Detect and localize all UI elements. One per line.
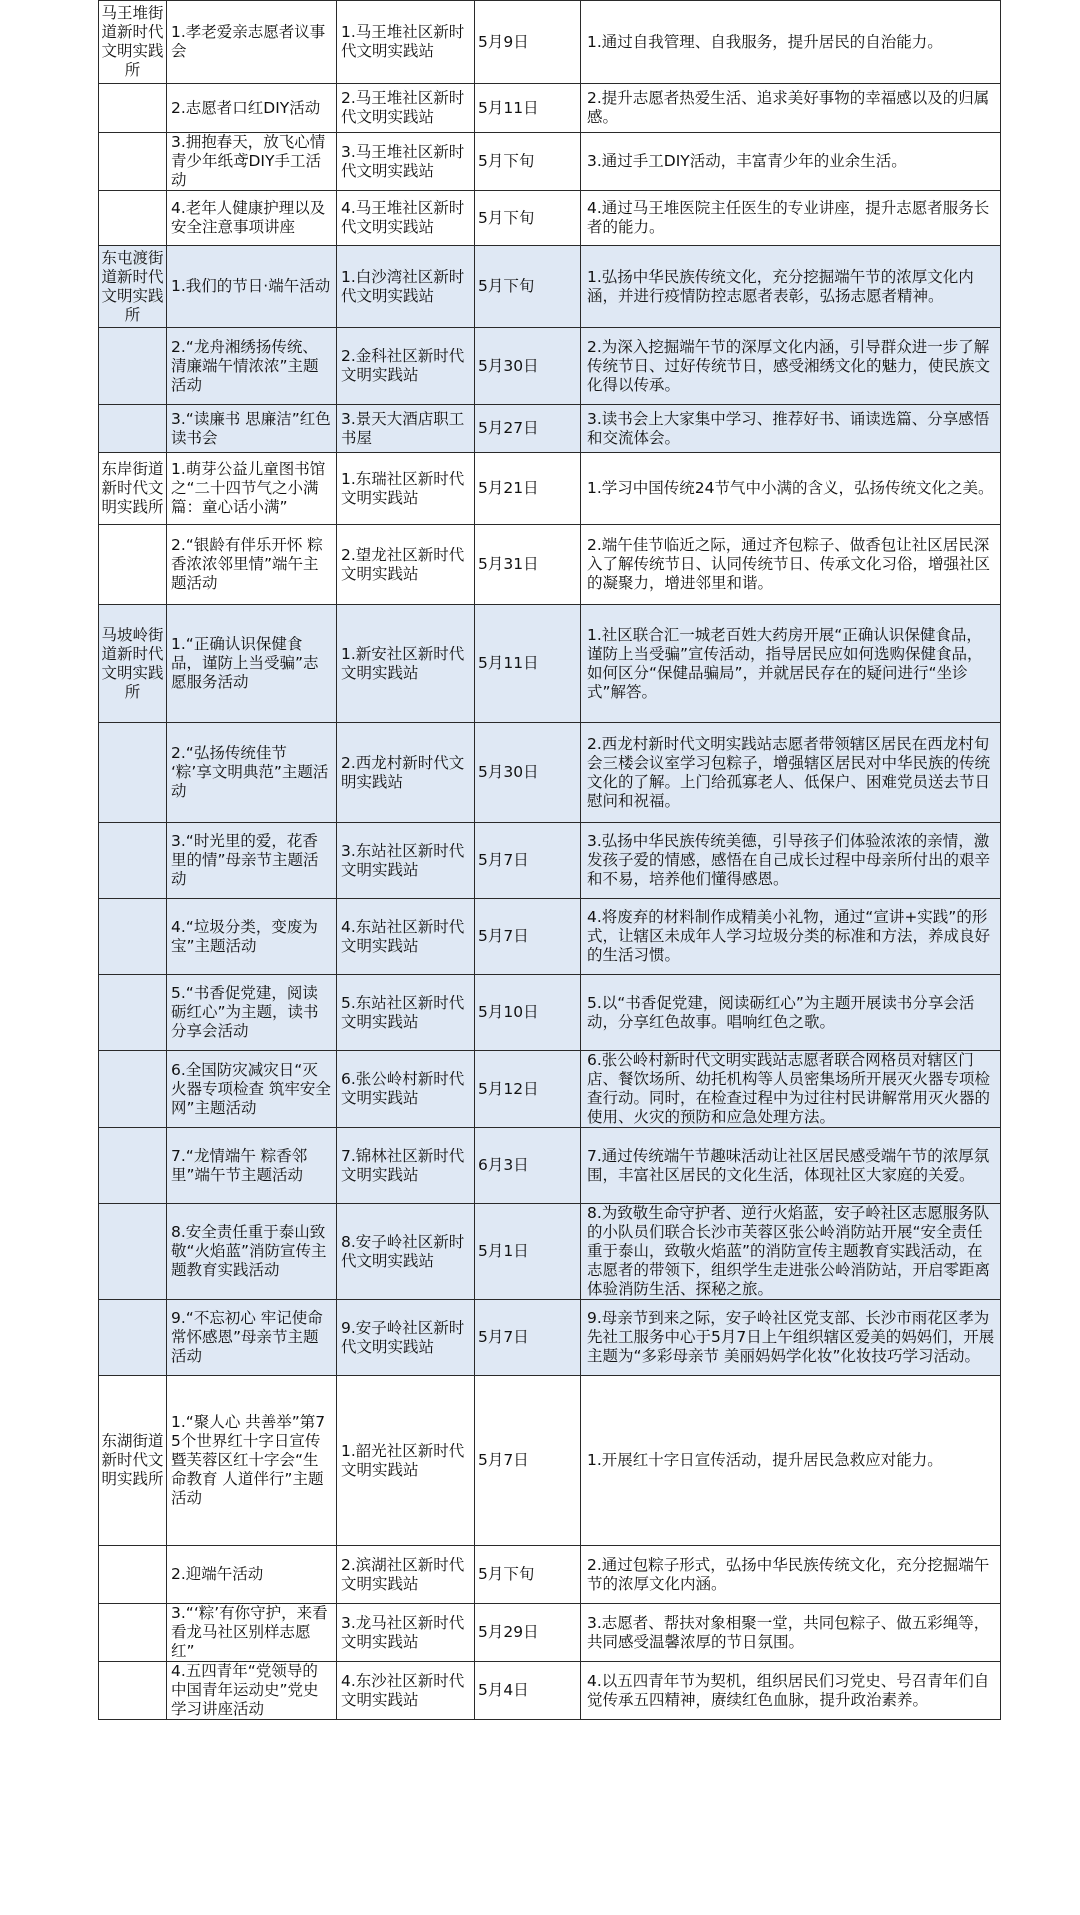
activity-cell: 1.我们的节日·端午活动 bbox=[167, 246, 337, 328]
table-row bbox=[99, 191, 1001, 246]
activity-cell: 3.“读廉书 思廉洁”红色读书会 bbox=[167, 405, 337, 453]
office-cell-empty bbox=[99, 133, 167, 191]
activity-cell: 2.“银龄有伴乐开怀 粽香浓浓邻里情”端午主题活动 bbox=[167, 525, 337, 605]
office-cell-empty bbox=[99, 1546, 167, 1604]
venue-cell: 1.韶光社区新时代文明实践站 bbox=[337, 1376, 475, 1546]
table-row bbox=[99, 1546, 1001, 1604]
goal-cell: 5.以“书香促党建，阅读砺红心”为主题开展读书分享会活动，分享红色故事。唱响红色之歌。 bbox=[581, 975, 1001, 1051]
venue-cell: 2.望龙社区新时代文明实践站 bbox=[337, 525, 475, 605]
venue-cell: 5.东站社区新时代文明实践站 bbox=[337, 975, 475, 1051]
date-cell: 5月30日 bbox=[475, 328, 581, 405]
venue-cell: 3.龙马社区新时代文明实践站 bbox=[337, 1604, 475, 1662]
office-cell-empty bbox=[99, 899, 167, 975]
venue-cell: 4.东站社区新时代文明实践站 bbox=[337, 899, 475, 975]
office-cell-empty bbox=[99, 723, 167, 823]
table-row bbox=[99, 1051, 1001, 1128]
date-cell: 5月12日 bbox=[475, 1051, 581, 1128]
date-cell: 5月7日 bbox=[475, 1300, 581, 1376]
goal-cell: 3.通过手工DIY活动，丰富青少年的业余生活。 bbox=[581, 133, 1001, 191]
activity-cell: 1.“聚人心 共善举”第75个世界红十字日宣传暨芙蓉区红十字会“生命教育 人道伴行”主题活动 bbox=[167, 1376, 337, 1546]
table-row bbox=[99, 1300, 1001, 1376]
venue-cell: 3.景天大酒店职工书屋 bbox=[337, 405, 475, 453]
table-row bbox=[99, 899, 1001, 975]
table-row bbox=[99, 823, 1001, 899]
venue-cell: 2.马王堆社区新时代文明实践站 bbox=[337, 84, 475, 133]
date-cell: 5月7日 bbox=[475, 823, 581, 899]
activity-cell: 1.萌芽公益儿童图书馆之“二十四节气之小满篇：童心话小满” bbox=[167, 453, 337, 525]
activity-cell: 5.“书香促党建，阅读砺红心”为主题，读书分享会活动 bbox=[167, 975, 337, 1051]
table-row bbox=[99, 84, 1001, 133]
goal-cell: 2.西龙村新时代文明实践站志愿者带领辖区居民在西龙村旬会三楼会议室学习包粽子，增强辖区居民对中华民族的传统文化的了解。上门给孤寡老人、低保户、困难党员送去节日慰问和祝福。 bbox=[581, 723, 1001, 823]
table-row bbox=[99, 975, 1001, 1051]
table-row bbox=[99, 605, 1001, 723]
date-cell: 5月9日 bbox=[475, 1, 581, 84]
date-cell: 5月7日 bbox=[475, 899, 581, 975]
date-cell: 5月7日 bbox=[475, 1376, 581, 1546]
office-cell-empty bbox=[99, 405, 167, 453]
goal-cell: 3.志愿者、帮扶对象相聚一堂，共同包粽子、做五彩绳等，共同感受温馨浓厚的节日氛围。 bbox=[581, 1604, 1001, 1662]
venue-cell: 2.金科社区新时代文明实践站 bbox=[337, 328, 475, 405]
table-body bbox=[99, 1, 1001, 1720]
office-cell-mawangdui: 马王堆街道新时代文明实践所 bbox=[99, 1, 167, 84]
office-cell-empty bbox=[99, 525, 167, 605]
date-cell: 5月11日 bbox=[475, 84, 581, 133]
goal-cell: 1.社区联合汇一城老百姓大药房开展“正确认识保健食品，谨防上当受骗”宣传活动，指导居民应如何选购保健食品，如何区分“保健品骗局”，并就居民存在的疑问进行“坐诊式”解答。 bbox=[581, 605, 1001, 723]
date-cell: 5月1日 bbox=[475, 1204, 581, 1300]
activity-cell: 6.全国防灾减灾日“灭火器专项检查 筑牢安全网”主题活动 bbox=[167, 1051, 337, 1128]
date-cell: 5月11日 bbox=[475, 605, 581, 723]
table-row bbox=[99, 1, 1001, 84]
activity-cell: 2.志愿者口红DIY活动 bbox=[167, 84, 337, 133]
office-cell-mapoling: 马坡岭街道新时代文明实践所 bbox=[99, 605, 167, 723]
table-row bbox=[99, 133, 1001, 191]
date-cell: 5月下旬 bbox=[475, 133, 581, 191]
goal-cell: 4.以五四青年节为契机，组织居民们习党史、号召青年们自觉传承五四精神，赓续红色血脉，提升政治素养。 bbox=[581, 1662, 1001, 1720]
office-cell-empty bbox=[99, 1662, 167, 1720]
office-cell-empty bbox=[99, 1051, 167, 1128]
goal-cell: 7.通过传统端午节趣味活动让社区居民感受端午节的浓厚氛围，丰富社区居民的文化生活，体现社区大家庭的关爱。 bbox=[581, 1128, 1001, 1204]
table-row bbox=[99, 1204, 1001, 1300]
table-row bbox=[99, 723, 1001, 823]
date-cell: 5月4日 bbox=[475, 1662, 581, 1720]
date-cell: 5月下旬 bbox=[475, 191, 581, 246]
activity-cell: 4.五四青年“党领导的中国青年运动史”党史学习讲座活动 bbox=[167, 1662, 337, 1720]
date-cell: 6月3日 bbox=[475, 1128, 581, 1204]
table-row bbox=[99, 328, 1001, 405]
date-cell: 5月31日 bbox=[475, 525, 581, 605]
venue-cell: 1.东瑞社区新时代文明实践站 bbox=[337, 453, 475, 525]
goal-cell: 2.端午佳节临近之际，通过齐包粽子、做香包让社区居民深入了解传统节日、认同传统节日、传承文化习俗，增强社区的凝聚力，增进邻里和谐。 bbox=[581, 525, 1001, 605]
activity-cell: 7.“龙情端午 粽香邻里”端午节主题活动 bbox=[167, 1128, 337, 1204]
goal-cell: 2.为深入挖掘端午节的深厚文化内涵，引导群众进一步了解传统节日、过好传统节日，感受湘绣文化的魅力，使民族文化得以传承。 bbox=[581, 328, 1001, 405]
goal-cell: 4.将废弃的材料制作成精美小礼物，通过“宣讲+实践”的形式，让辖区未成年人学习垃圾分类的标准和方法，养成良好的生活习惯。 bbox=[581, 899, 1001, 975]
activity-cell: 2.迎端午活动 bbox=[167, 1546, 337, 1604]
venue-cell: 6.张公岭村新时代文明实践站 bbox=[337, 1051, 475, 1128]
office-cell-empty bbox=[99, 823, 167, 899]
venue-cell: 1.白沙湾社区新时代文明实践站 bbox=[337, 246, 475, 328]
goal-cell: 3.读书会上大家集中学习、推荐好书、诵读选篇、分享感悟和交流体会。 bbox=[581, 405, 1001, 453]
venue-cell: 4.东沙社区新时代文明实践站 bbox=[337, 1662, 475, 1720]
date-cell: 5月21日 bbox=[475, 453, 581, 525]
venue-cell: 9.安子岭社区新时代文明实践站 bbox=[337, 1300, 475, 1376]
goal-cell: 1.学习中国传统24节气中小满的含义，弘扬传统文化之美。 bbox=[581, 453, 1001, 525]
office-cell-empty bbox=[99, 1204, 167, 1300]
date-cell: 5月10日 bbox=[475, 975, 581, 1051]
table-row bbox=[99, 1376, 1001, 1546]
activity-schedule-table bbox=[98, 0, 1001, 1720]
table-row bbox=[99, 453, 1001, 525]
goal-cell: 2.通过包粽子形式，弘扬中华民族传统文化，充分挖掘端午节的浓厚文化内涵。 bbox=[581, 1546, 1001, 1604]
date-cell: 5月30日 bbox=[475, 723, 581, 823]
table-row bbox=[99, 246, 1001, 328]
activity-cell: 1.孝老爱亲志愿者议事会 bbox=[167, 1, 337, 84]
goal-cell: 2.提升志愿者热爱生活、追求美好事物的幸福感以及的归属感。 bbox=[581, 84, 1001, 133]
date-cell: 5月下旬 bbox=[475, 1546, 581, 1604]
office-cell-empty bbox=[99, 1300, 167, 1376]
table-row bbox=[99, 1128, 1001, 1204]
venue-cell: 7.锦林社区新时代文明实践站 bbox=[337, 1128, 475, 1204]
goal-cell: 1.弘扬中华民族传统文化，充分挖掘端午节的浓厚文化内涵，并进行疫情防控志愿者表彰，弘扬志愿者精神。 bbox=[581, 246, 1001, 328]
venue-cell: 1.新安社区新时代文明实践站 bbox=[337, 605, 475, 723]
goal-cell: 9.母亲节到来之际，安子岭社区党支部、长沙市雨花区孝为先社工服务中心于5月7日上午组织辖区爱美的妈妈们，开展主题为“多彩母亲节 美丽妈妈学化妆”化妆技巧学习活动。 bbox=[581, 1300, 1001, 1376]
goal-cell: 4.通过马王堆医院主任医生的专业讲座，提升志愿者服务长者的能力。 bbox=[581, 191, 1001, 246]
goal-cell: 1.开展红十字日宣传活动，提升居民急救应对能力。 bbox=[581, 1376, 1001, 1546]
office-cell-dongtundu: 东屯渡街道新时代文明实践所 bbox=[99, 246, 167, 328]
venue-cell: 1.马王堆社区新时代文明实践站 bbox=[337, 1, 475, 84]
office-cell-empty bbox=[99, 84, 167, 133]
venue-cell: 8.安子岭社区新时代文明实践站 bbox=[337, 1204, 475, 1300]
goal-cell: 8.为致敬生命守护者、逆行火焰蓝，安子岭社区志愿服务队的小队员们联合长沙市芙蓉区张公岭消防站开展“安全责任重于泰山，致敬火焰蓝”的消防宣传主题教育实践活动，在志愿者的带领下，组织学生走进张公岭消防站，开启零距离体验消防生活、探秘之旅。 bbox=[581, 1204, 1001, 1300]
venue-cell: 2.西龙村新时代文明实践站 bbox=[337, 723, 475, 823]
office-cell-empty bbox=[99, 1128, 167, 1204]
office-cell-empty bbox=[99, 1604, 167, 1662]
office-cell-empty bbox=[99, 191, 167, 246]
activity-cell: 3.“‘粽’有你守护，来看看龙马社区别样志愿红” bbox=[167, 1604, 337, 1662]
activity-cell: 9.“不忘初心 牢记使命常怀感恩”母亲节主题活动 bbox=[167, 1300, 337, 1376]
table-row bbox=[99, 1604, 1001, 1662]
activity-cell: 4.“垃圾分类，变废为宝”主题活动 bbox=[167, 899, 337, 975]
table-row bbox=[99, 1662, 1001, 1720]
venue-cell: 3.马王堆社区新时代文明实践站 bbox=[337, 133, 475, 191]
goal-cell: 1.通过自我管理、自我服务，提升居民的自治能力。 bbox=[581, 1, 1001, 84]
office-cell-empty bbox=[99, 328, 167, 405]
date-cell: 5月下旬 bbox=[475, 246, 581, 328]
office-cell-donghu: 东湖街道新时代文明实践所 bbox=[99, 1376, 167, 1546]
table-row bbox=[99, 405, 1001, 453]
activity-cell: 2.“弘扬传统佳节 ‘粽’享文明典范”主题活动 bbox=[167, 723, 337, 823]
date-cell: 5月29日 bbox=[475, 1604, 581, 1662]
date-cell: 5月27日 bbox=[475, 405, 581, 453]
activity-cell: 8.安全责任重于泰山致敬“火焰蓝”消防宣传主题教育实践活动 bbox=[167, 1204, 337, 1300]
office-cell-empty bbox=[99, 975, 167, 1051]
venue-cell: 4.马王堆社区新时代文明实践站 bbox=[337, 191, 475, 246]
activity-cell: 4.老年人健康护理以及安全注意事项讲座 bbox=[167, 191, 337, 246]
goal-cell: 6.张公岭村新时代文明实践站志愿者联合网格员对辖区门店、餐饮场所、幼托机构等人员密集场所开展灭火器专项检查行动。同时，在检查过程中为过往村民讲解常用灭火器的使用、火灾的预防和应急处理方法。 bbox=[581, 1051, 1001, 1128]
activity-cell: 3.拥抱春天，放飞心情青少年纸鸢DIY手工活动 bbox=[167, 133, 337, 191]
activity-cell: 3.“时光里的爱，花香里的情”母亲节主题活动 bbox=[167, 823, 337, 899]
venue-cell: 2.滨湖社区新时代文明实践站 bbox=[337, 1546, 475, 1604]
activity-cell: 1.“正确认识保健食品，谨防上当受骗”志愿服务活动 bbox=[167, 605, 337, 723]
venue-cell: 3.东站社区新时代文明实践站 bbox=[337, 823, 475, 899]
activity-cell: 2.“龙舟湘绣扬传统、清廉端午情浓浓”主题活动 bbox=[167, 328, 337, 405]
table-row bbox=[99, 525, 1001, 605]
goal-cell: 3.弘扬中华民族传统美德，引导孩子们体验浓浓的亲情，激发孩子爱的情感，感悟在自己成长过程中母亲所付出的艰辛和不易，培养他们懂得感恩。 bbox=[581, 823, 1001, 899]
office-cell-dongan: 东岸街道新时代文明实践所 bbox=[99, 453, 167, 525]
